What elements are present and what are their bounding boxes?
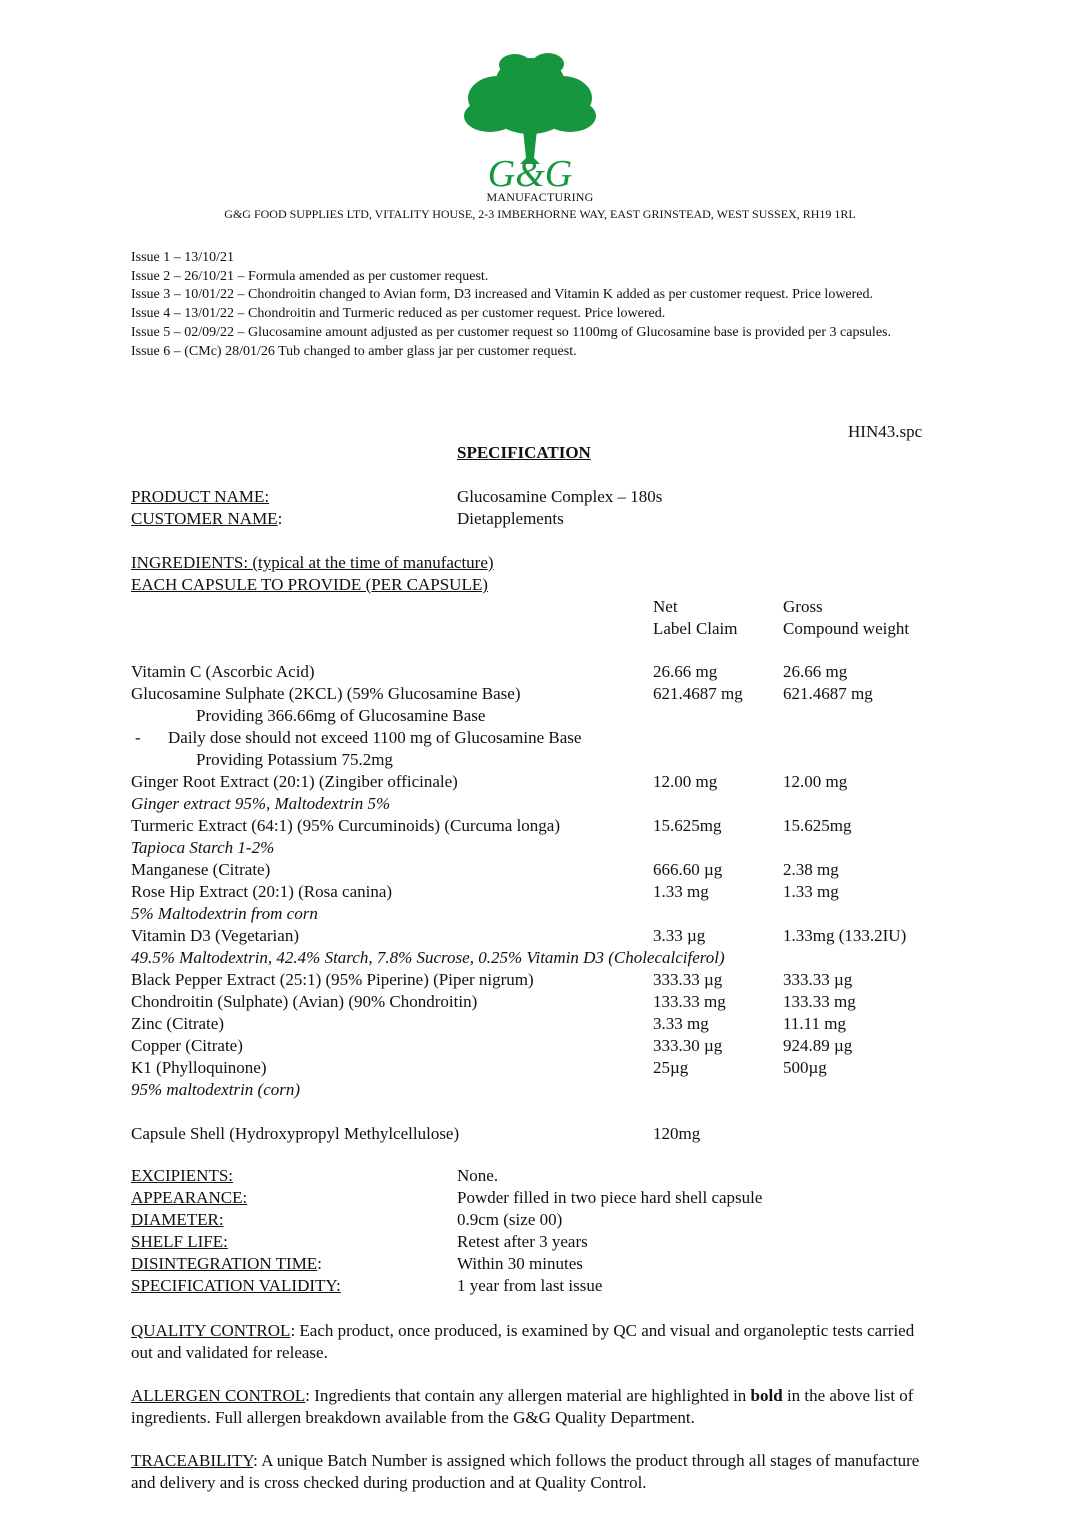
traceability-paragraph <box>131 1450 931 1494</box>
gross-value: 621.4687 mg <box>783 684 873 703</box>
ingredient-name: 95% maltodextrin (corn) <box>131 1080 301 1099</box>
company-address: G&G FOOD SUPPLIES LTD, VITALITY HOUSE, 2-3 IMBERHORNE WAY, EAST GRINSTEAD, WEST SUSSEX, RH19 1RL <box>224 207 856 221</box>
gross-value: 11.11 mg <box>783 1014 846 1033</box>
net-column-subheader: Label Claim <box>653 619 738 638</box>
net-value: 3.33 mg <box>653 1014 709 1033</box>
gross-value: 12.00 mg <box>783 772 848 791</box>
net-column-header: Net <box>653 597 678 616</box>
ingredient-name: Manganese (Citrate) <box>131 860 271 879</box>
manufacturing-label: MANUFACTURING <box>486 190 594 204</box>
gross-value: 1.33 mg <box>783 882 839 901</box>
detail-row <box>0 1188 1080 1210</box>
ingredient-name: Providing 366.66mg of Glucosamine Base <box>196 706 486 725</box>
bullet-dash: - <box>135 728 141 747</box>
issue-line: Issue 2 – 26/10/21 – Formula amended as per customer request. <box>131 268 489 284</box>
page-title: SPECIFICATION <box>457 443 591 462</box>
ingredient-name: Glucosamine Sulphate (2KCL) (59% Glucosamine Base) <box>131 684 521 703</box>
ingredient-note <box>0 728 1080 750</box>
ingredient-name: Vitamin D3 (Vegetarian) <box>131 926 299 945</box>
detail-value: Retest after 3 years <box>457 1232 588 1251</box>
issue-line: Issue 4 – 13/01/22 – Chondroitin and Turmeric reduced as per customer request. Price lowered. <box>131 306 666 322</box>
document-code: HIN43.spc <box>848 422 923 441</box>
gross-value: 500µg <box>783 1058 827 1077</box>
net-value: 333.33 µg <box>653 970 723 989</box>
detail-row <box>0 1166 1080 1188</box>
net-value: 26.66 mg <box>653 662 718 681</box>
gross-column-header: Gross <box>783 597 823 616</box>
ingredient-name: Daily dose should not exceed 1100 mg of Glucosamine Base <box>168 728 582 747</box>
ingredient-row <box>0 684 1080 706</box>
detail-label: EXCIPIENTS: <box>131 1166 233 1185</box>
ingredient-name: Copper (Citrate) <box>131 1036 243 1055</box>
detail-value: 1 year from last issue <box>457 1276 603 1295</box>
quality-control-paragraph <box>131 1320 931 1364</box>
net-value: 12.00 mg <box>653 772 718 791</box>
issue-line: Issue 1 – 13/10/21 <box>131 250 235 265</box>
ingredients-heading: INGREDIENTS: (typical at the time of manufacture) <box>131 553 494 572</box>
ingredient-name: Providing Potassium 75.2mg <box>196 750 393 769</box>
ingredient-name: Ginger Root Extract (20:1) (Zingiber officinale) <box>131 772 458 791</box>
detail-value: Powder filled in two piece hard shell capsule <box>457 1188 763 1207</box>
gross-value: 26.66 mg <box>783 662 848 681</box>
ingredient-row <box>0 860 1080 882</box>
detail-row <box>0 1210 1080 1232</box>
ingredient-row <box>0 1124 1080 1146</box>
detail-label: DIAMETER: <box>131 1210 224 1229</box>
detail-row <box>0 1254 1080 1276</box>
net-value: 15.625mg <box>653 816 722 835</box>
ingredient-name: Tapioca Starch 1-2% <box>131 838 275 857</box>
gross-column-subheader: Compound weight <box>783 619 910 638</box>
ingredient-row <box>0 772 1080 794</box>
detail-value: None. <box>457 1166 499 1185</box>
ingredient-name: Black Pepper Extract (25:1) (95% Piperine) (Piper nigrum) <box>131 970 534 989</box>
qc-label: QUALITY CONTROL <box>131 1321 291 1340</box>
ingredient-note <box>0 904 1080 926</box>
net-value: 333.30 µg <box>653 1036 723 1055</box>
detail-label: APPEARANCE: <box>131 1188 248 1207</box>
ingredient-note <box>0 838 1080 860</box>
qc-text: : Each product, once produced, is examined by QC and visual and organoleptic tests carried out and validated for release. <box>131 1321 915 1362</box>
customer-name-row <box>0 509 1080 531</box>
allergen-label: ALLERGEN CONTROL <box>131 1386 306 1405</box>
ingredient-row <box>0 992 1080 1014</box>
traceability-text: : A unique Batch Number is assigned which follows the product through all stages of manufacture and delivery and is cross checked during production and at Quality Control. <box>131 1451 920 1492</box>
ingredient-name: 5% Maltodextrin from corn <box>131 904 318 923</box>
allergen-bold-word: bold <box>750 1386 783 1405</box>
gross-value: 15.625mg <box>783 816 852 835</box>
ingredient-row <box>0 970 1080 992</box>
detail-row <box>0 1232 1080 1254</box>
ingredient-name: Ginger extract 95%, Maltodextrin 5% <box>131 794 391 813</box>
gross-value: 924.89 µg <box>783 1036 853 1055</box>
ingredient-note <box>0 706 1080 728</box>
net-value: 1.33 mg <box>653 882 709 901</box>
ingredient-row <box>0 1036 1080 1058</box>
gross-value: 2.38 mg <box>783 860 839 879</box>
detail-label: DISINTEGRATION TIME: <box>131 1254 322 1273</box>
product-name-row <box>0 487 1080 509</box>
gross-value: 133.33 mg <box>783 992 856 1011</box>
allergen-text: in the above list of ingredients. Full allergen breakdown available from the G&G Quality Department. <box>131 1386 914 1427</box>
net-value: 621.4687 mg <box>653 684 743 703</box>
ingredient-name: Capsule Shell (Hydroxypropyl Methylcellulose) <box>131 1124 460 1143</box>
customer-name-label: CUSTOMER NAME: <box>131 509 283 528</box>
ingredient-note <box>0 948 1080 970</box>
ingredient-row <box>0 1014 1080 1036</box>
ingredient-name: Rose Hip Extract (20:1) (Rosa canina) <box>131 882 393 901</box>
issue-line: Issue 3 – 10/01/22 – Chondroitin changed to Avian form, D3 increased and Vitamin K added as per customer request. Price lowered. <box>131 287 874 303</box>
net-value: 666.60 µg <box>653 860 723 879</box>
ingredient-row <box>0 662 1080 684</box>
net-value: 3.33 µg <box>653 926 706 945</box>
ingredient-name: Vitamin C (Ascorbic Acid) <box>131 662 315 681</box>
ingredient-row <box>0 816 1080 838</box>
issue-line: Issue 5 – 02/09/22 – Glucosamine amount adjusted as per customer request so 1100mg of Glucosamine base is provided per 3 capsules. <box>131 324 891 340</box>
allergen-control-paragraph <box>131 1385 931 1429</box>
ingredient-name: Turmeric Extract (64:1) (95% Curcuminoids) (Curcuma longa) <box>131 816 560 835</box>
logo-text: G&G <box>487 153 573 192</box>
detail-value: Within 30 minutes <box>457 1254 583 1273</box>
product-name-label: PRODUCT NAME: <box>131 487 270 506</box>
ingredient-name: Chondroitin (Sulphate) (Avian) (90% Chondroitin) <box>131 992 478 1011</box>
gross-value: 333.33 µg <box>783 970 853 989</box>
detail-label: SPECIFICATION VALIDITY: <box>131 1276 341 1295</box>
ingredient-note <box>0 794 1080 816</box>
ingredient-row <box>0 1058 1080 1080</box>
ingredient-note <box>0 1080 1080 1102</box>
ingredient-name: K1 (Phylloquinone) <box>131 1058 267 1077</box>
ingredient-name: 49.5% Maltodextrin, 42.4% Starch, 7.8% Sucrose, 0.25% Vitamin D3 (Cholecalciferol) <box>131 948 725 967</box>
detail-row <box>0 1276 1080 1298</box>
ingredient-note <box>0 750 1080 772</box>
issue-line: Issue 6 – (CMc) 28/01/26 Tub changed to amber glass jar per customer request. <box>131 343 577 359</box>
tree-logo <box>460 50 600 192</box>
product-name-value: Glucosamine Complex – 180s <box>457 487 663 506</box>
gross-value: 1.33mg (133.2IU) <box>783 926 907 945</box>
allergen-text: : Ingredients that contain any allergen material are highlighted in <box>305 1386 751 1405</box>
issue-history <box>131 249 956 361</box>
ingredient-row <box>0 882 1080 904</box>
ingredient-row <box>0 926 1080 948</box>
net-value: 120mg <box>653 1124 701 1143</box>
net-value: 133.33 mg <box>653 992 726 1011</box>
ingredients-subheading: EACH CAPSULE TO PROVIDE (PER CAPSULE) <box>131 575 488 594</box>
detail-value: 0.9cm (size 00) <box>457 1210 563 1229</box>
traceability-label: TRACEABILITY <box>131 1451 254 1470</box>
detail-label: SHELF LIFE: <box>131 1232 228 1251</box>
ingredient-name: Zinc (Citrate) <box>131 1014 224 1033</box>
customer-name-value: Dietapplements <box>457 509 564 528</box>
net-value: 25µg <box>653 1058 689 1077</box>
